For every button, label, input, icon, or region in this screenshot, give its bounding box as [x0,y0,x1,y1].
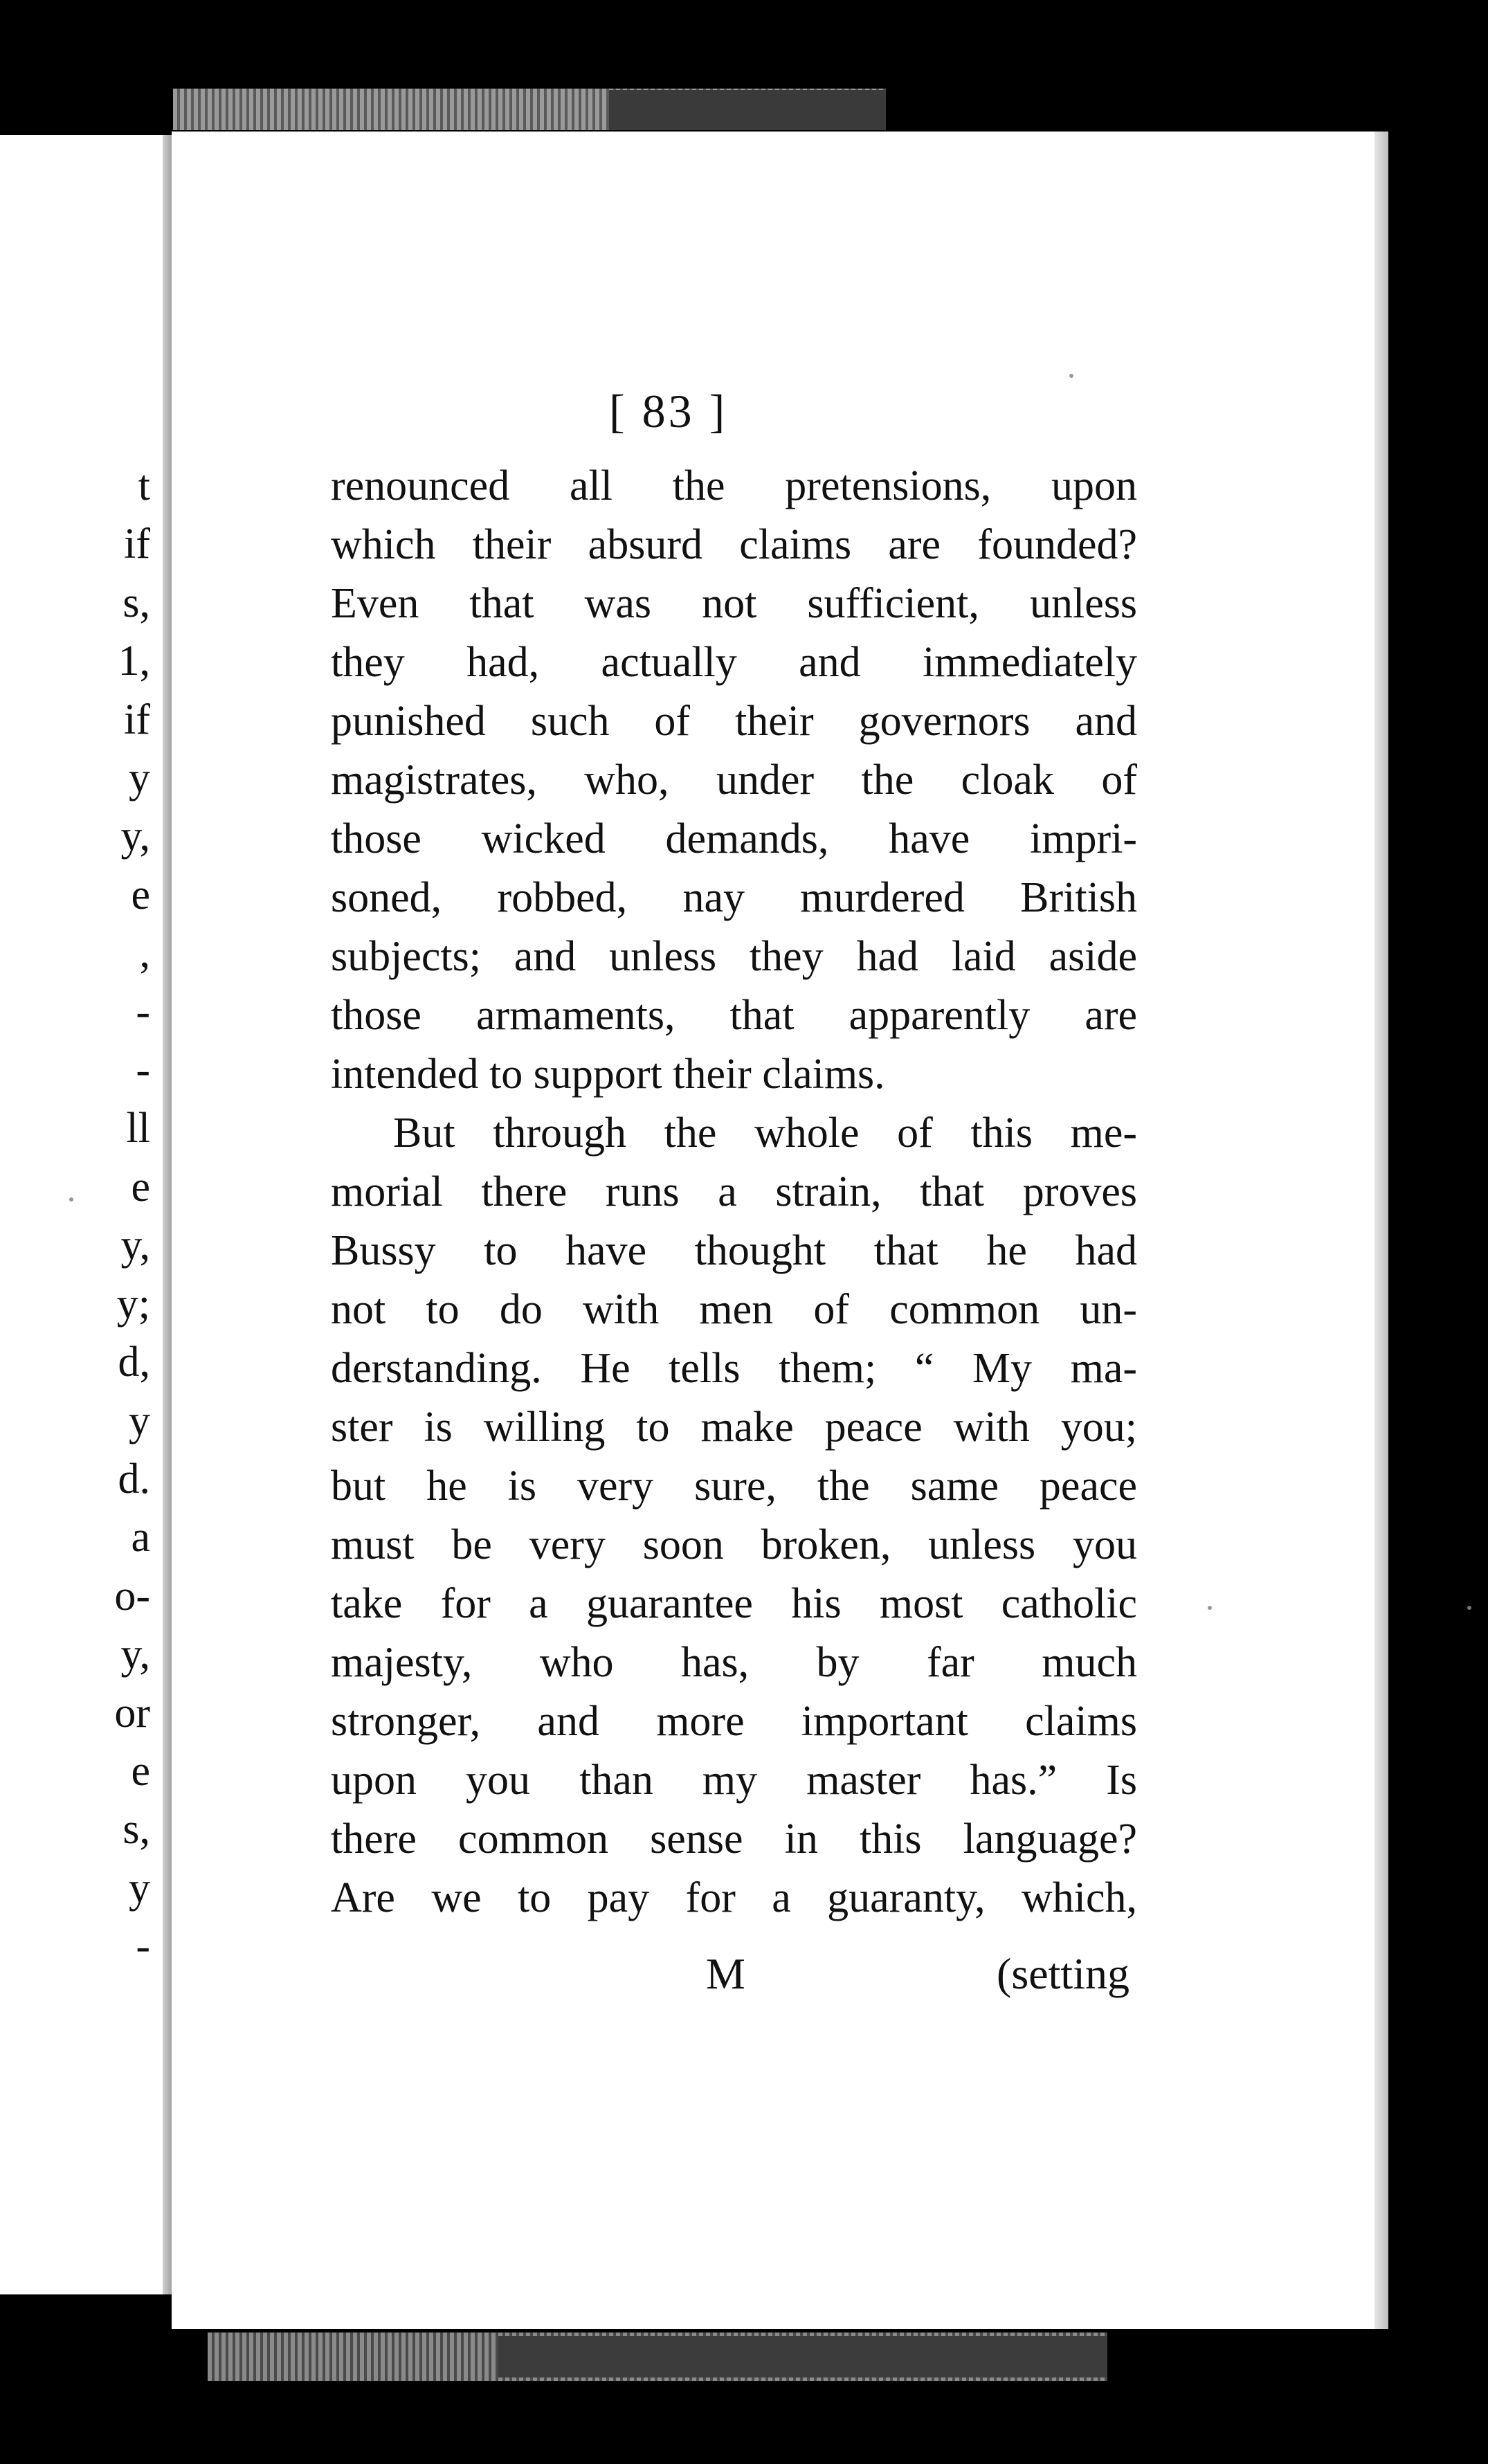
text-line: magistrates, who, under the cloak of [331,757,1137,804]
body-text [331,457,1137,1928]
text-line: those armaments, that apparently are [331,992,1137,1039]
text-line: take for a guarantee his most catholic [331,1580,1137,1627]
left-fragment: ll [126,1105,150,1152]
left-fragment: a [131,1514,150,1561]
left-fragment: - [136,1923,150,1971]
text-line: those wicked demands, have impri- [331,815,1137,862]
left-fragment: y, [120,1631,150,1678]
text-line: which their absurd claims are founded? [331,521,1137,568]
text-line: But through the whole of this me- [393,1109,1137,1157]
text-line: subjects; and unless they had laid aside [331,933,1137,980]
left-fragment: y, [120,813,150,860]
paper-speck [1069,374,1073,378]
text-line: there common sense in this language? [331,1815,1137,1863]
text-line: Are we to pay for a guaranty, which, [331,1874,1137,1921]
text-line: must be very soon broken, unless you [331,1521,1137,1568]
catchword: (setting [997,1949,1129,1998]
text-line: upon you than my master has.” Is [331,1757,1137,1804]
left-fragment: e [131,1747,150,1795]
left-fragment: y, [120,1222,150,1269]
text-line: not to do with men of common un- [331,1286,1137,1333]
paper-speck [1208,1606,1212,1610]
text-line: derstanding. He tells them; “ My ma- [331,1345,1137,1392]
text-line: stronger, and more important claims [331,1698,1137,1745]
left-fragment: if [124,520,150,568]
text-line: renounced all the pretensions, upon [331,462,1137,509]
page-right-edge [1374,132,1388,2329]
left-fragment: y [129,1864,150,1912]
left-fragment: if [124,696,150,743]
text-line: Bussy to have thought that he had [331,1227,1137,1274]
text-line: majesty, who has, by far much [331,1639,1137,1686]
left-fragment: e [131,871,150,918]
text-line: morial there runs a strain, that proves [331,1168,1137,1215]
text-line: intended to support their claims. [331,1051,885,1098]
paper-speck [69,1197,73,1202]
left-fragment: d, [118,1339,150,1386]
left-fragment: or [114,1689,150,1737]
left-fragment: y [129,1397,150,1444]
binding-strip-top-dark [609,90,886,130]
binding-strip-bottom-dark [498,2336,1107,2377]
left-fragment: s, [123,579,150,626]
left-fragment: e [131,1163,150,1211]
left-fragment: d. [118,1455,150,1503]
left-fragment: t [138,462,150,509]
text-line: they had, actually and immediately [331,639,1137,686]
left-fragment: s, [123,1806,150,1854]
text-line: punished such of their governors and [331,698,1137,745]
paper-speck [1467,1606,1471,1610]
left-fragment: , [139,930,150,977]
text-line: but he is very sure, the same peace [331,1462,1137,1510]
left-fragment: - [136,988,150,1035]
left-page-text-fragments [0,457,163,1976]
left-fragment: o- [114,1572,150,1620]
left-fragment: y [129,754,150,802]
left-fragment: - [136,1047,150,1094]
text-line: soned, robbed, nay murdered British [331,874,1137,921]
signature-mark: M [706,1949,745,1998]
page-number: [ 83 ] [609,385,728,437]
left-fragment: y; [116,1280,150,1328]
text-line: ster is willing to make peace with you; [331,1404,1137,1451]
left-fragment: 1, [118,637,150,685]
text-line: Even that was not sufficient, unless [331,580,1137,627]
